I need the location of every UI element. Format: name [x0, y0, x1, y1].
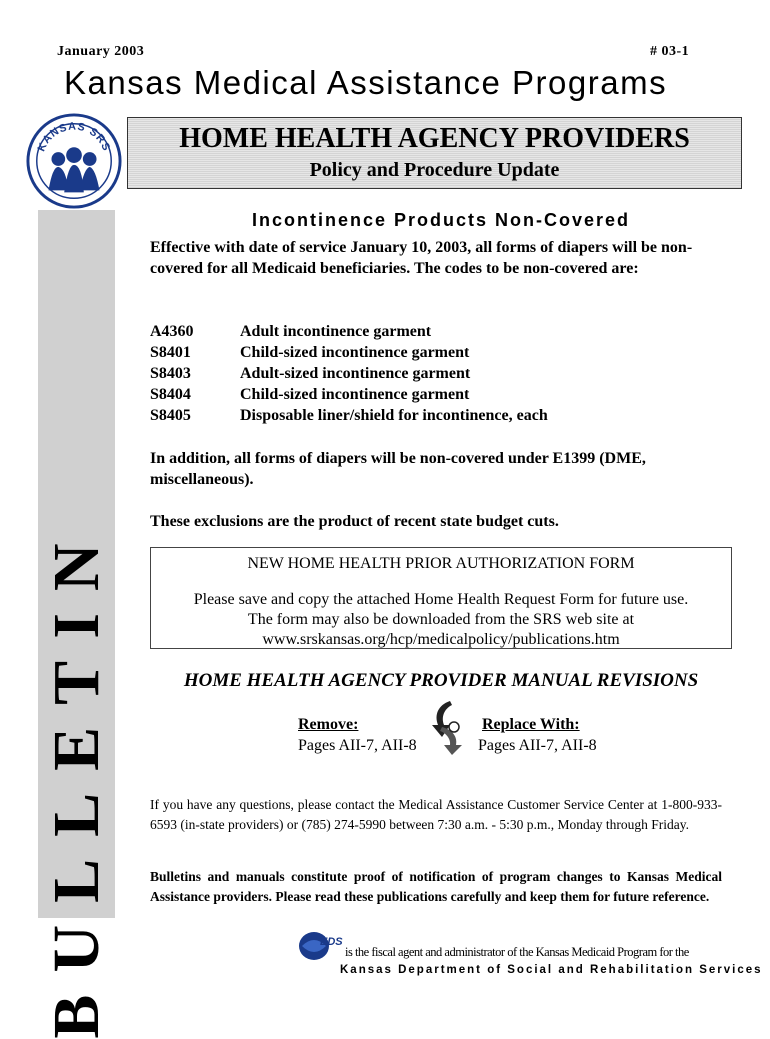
code-row [150, 384, 548, 405]
procedure-code-list [150, 321, 548, 426]
prior-authorization-box [150, 547, 732, 649]
bulletin-title: HOME HEALTH AGENCY PROVIDERS [179, 123, 690, 154]
bulletin-date: January 2003 [57, 44, 145, 59]
code: S8403 [150, 365, 191, 382]
code-row [150, 342, 548, 363]
code: S8404 [150, 386, 191, 403]
prior-authorization-line: Please save and copy the attached Home Health Request Form for future use. [193, 591, 689, 608]
code-description: Child-sized incontinence garment [240, 344, 470, 361]
replace-pages: Pages AII-7, AII-8 [478, 737, 597, 754]
code-description: Child-sized incontinence garment [240, 386, 470, 403]
replace-with-label: Replace With: [482, 716, 580, 733]
prior-authorization-body [151, 590, 731, 649]
remove-label: Remove: [298, 716, 359, 733]
diapers-e1399-paragraph: In addition, all forms of diapers will be non-covered under E1399 (DME, miscellaneous). [150, 450, 646, 488]
code-description: Adult-sized incontinence garment [240, 365, 471, 382]
remove-pages: Pages AII-7, AII-8 [298, 737, 417, 754]
department-name: Kansas Department of Social and Rehabilitation Services [340, 964, 763, 976]
code-description: Disposable liner/shield for incontinence, each [240, 407, 548, 424]
code: S8405 [150, 407, 191, 424]
prior-authorization-line: The form may also be downloaded from the SRS web site at [247, 611, 635, 628]
fiscal-agent-statement: is the fiscal agent and administrator of the Kansas Medicaid Program for the [345, 945, 689, 959]
bulletin-subtitle: Policy and Procedure Update [309, 159, 560, 181]
code-row [150, 321, 548, 342]
page-swap-arrow-icon [428, 697, 468, 757]
seal-text: KANSAS SRS [35, 120, 113, 154]
eds-logo [296, 930, 352, 962]
contact-paragraph: If you have any questions, please contact the Medical Assistance Customer Service Center at 1-800-933-6593 (in-state providers) or (785) 274-5990 between 7:30 a.m. - 5:30 p.m., Monday through Friday. [150, 797, 722, 832]
prior-authorization-title: NEW HOME HEALTH PRIOR AUTHORIZATION FORM [247, 555, 635, 572]
header-banner [127, 117, 742, 189]
incontinence-section-title: Incontinence Products Non-Covered [251, 210, 631, 230]
sidebar-banner [38, 210, 115, 1039]
code-row [150, 363, 548, 384]
kansas-srs-seal-logo [25, 112, 123, 210]
code: S8401 [150, 344, 191, 361]
code: A4360 [150, 323, 194, 340]
code-row [150, 405, 548, 426]
code-description: Adult incontinence garment [240, 323, 432, 340]
budget-cuts-paragraph: These exclusions are the product of recent state budget cuts. [150, 513, 559, 530]
bulletin-number: # 03-1 [650, 44, 690, 59]
incontinence-intro: Effective with date of service January 10, 2003, all forms of diapers will be non-covered for all Medicaid beneficiaries. The codes to be non-covered are: [150, 239, 693, 277]
manual-revisions-title: HOME HEALTH AGENCY PROVIDER MANUAL REVISIONS [183, 670, 699, 691]
eds-logo-text: EDS [320, 936, 343, 948]
sidebar-bulletin-text: BULLETIN [39, 521, 113, 1039]
proof-of-notification-paragraph: Bulletins and manuals constitute proof of notification of program changes to Kansas Medical Assistance providers. Please read these publications carefully and keep them for future reference. [150, 869, 722, 904]
agency-title: Kansas Medical Assistance Programs [64, 64, 668, 101]
srs-website-link[interactable]: www.srskansas.org/hcp/medicalpolicy/publications.htm [262, 631, 620, 648]
